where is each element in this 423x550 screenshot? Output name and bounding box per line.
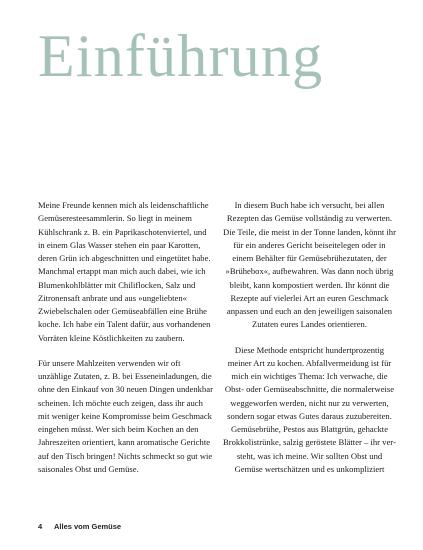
text-column-right (222, 199, 397, 476)
page-title: Einführung (38, 23, 324, 89)
page-number: 4 (38, 522, 43, 531)
page-footer (38, 522, 121, 531)
paragraph: Für unsere Mahlzeiten verwenden wir oft unzählige Zutaten, z. B. bei Esseneinladungen, die ohne den Einkauf von 30 neuen Dingen undenkbar scheinen. Ich möchte euch zeigen, dass ihr auch mit weniger keine Kompromisse beim Geschmack eingehen müsst. Wer sich beim Kochen an den Jahreszeiten orientiert, kann aromatische Gerichte auf den Tisch bringen! Nichts schmeckt so gut wie saisonales Obst und Gemüse. (38, 357, 213, 474)
paragraph: In diesem Buch habe ich versucht, bei allen Rezepten das Gemüse vollständig zu verwerten. Die Teile, die meist in der Tonne landen, könnt ihr für ein anderes Gericht beiseitelegen oder in einem Behälter für Gemüsebrühezutaten, der »Brühebox«, aufbewahren. Was dann noch übrig bleibt, kann kompostiert werden. Ihr könnt die Rezepte auf vielerlei Art an euren Geschmack anpassen und euch an den jeweiligen saisonalen Zutaten eures Landes orientieren. (223, 200, 396, 330)
running-title: Alles vom Gemüse (53, 522, 122, 531)
paragraph: Meine Freunde kennen mich als leidenschaftliche Gemüseresteesammlerin. So liegt in meinem Kühlschrank z. B. ein Paprikaschotenviertel, und in einem Glas Wasser stehen ein paar Karotten, deren Grün ich abgeschnitten und eingetütet habe. Manchmal ertappt man mich auch dabei, wie ich Blumenkohlblätter mit Chiliflocken, Salz und Zitronensaft anbrate und aus »ungeliebten« Zwiebelschalen oder Gemüseabfällen eine Brühe koche. Ich habe ein Talent dafür, aus vorhandenen Vorräten kleine Köstlichkeiten zu zaubern. (38, 200, 211, 343)
paragraph: Diese Methode entspricht hundertprozentig meiner Art zu kochen. Abfallvermeidung ist für mich ein wichtiges Thema: Ich verwache, die Obst- oder Gemüseabschnitte, die normalerweise weggeworfen werden, nicht nur zu verwerten, sondern sogar etwas Gutes daraus zuzubereiten. Gemüsebrühe, Pestos aus Blattgrün, gehackte Brokkolistrünke, salzig geröstete Blätter – ihr versteht, was ich meine. Wir sollten Obst und Gemüse wertschätzen und es unkompliziert (222, 344, 397, 474)
text-column-left (38, 199, 213, 476)
